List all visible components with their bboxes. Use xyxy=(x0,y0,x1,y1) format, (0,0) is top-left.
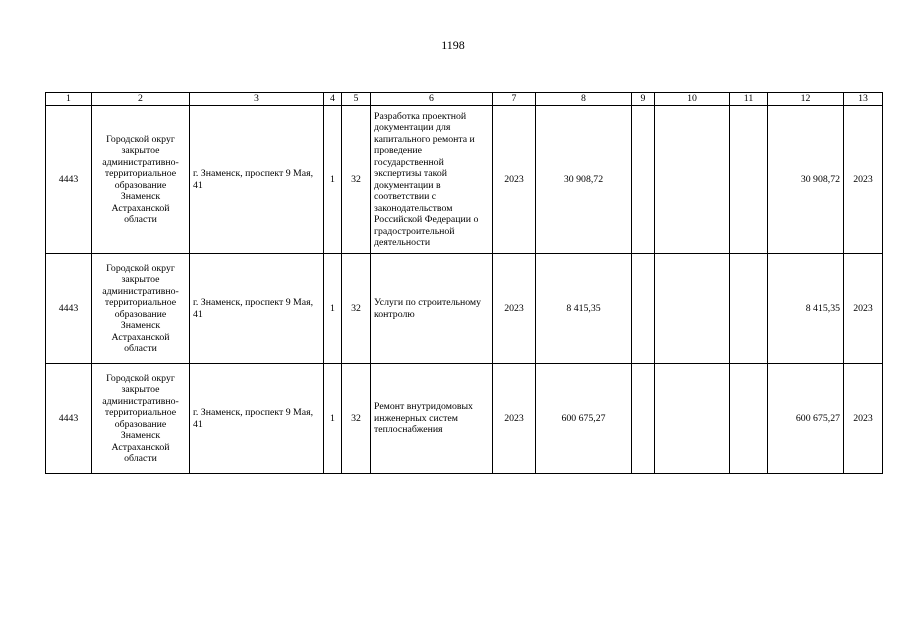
table-row xyxy=(46,364,883,474)
cell-address: г. Знаменск, проспект 9 Мая, 41 xyxy=(190,364,324,474)
cell-col12: 30 908,72 xyxy=(768,106,844,254)
cell-municipality: Городской округ закрытое административно-территориальное образование Знаменск Астраханской области xyxy=(92,106,190,254)
column-header: 10 xyxy=(655,93,730,106)
table-row xyxy=(46,254,883,364)
cell-year: 2023 xyxy=(493,106,536,254)
cell-col11 xyxy=(730,254,768,364)
cell-col10 xyxy=(655,364,730,474)
column-header: 13 xyxy=(844,93,883,106)
column-header: 7 xyxy=(493,93,536,106)
cell-col5: 32 xyxy=(342,254,371,364)
cell-id: 4443 xyxy=(46,106,92,254)
cell-col4: 1 xyxy=(324,364,342,474)
column-header: 3 xyxy=(190,93,324,106)
cell-col10 xyxy=(655,254,730,364)
page-number: 1198 xyxy=(441,38,465,52)
cell-work: Разработка проектной документации для капитального ремонта и проведение государственной экспертизы такой документации в соответствии с законодательством Российской Федерации о градостроительной деятельности xyxy=(371,106,493,254)
cell-year: 2023 xyxy=(493,364,536,474)
cell-cost: 8 415,35 xyxy=(536,254,632,364)
table-row xyxy=(46,106,883,254)
column-header: 9 xyxy=(632,93,655,106)
cell-cost: 30 908,72 xyxy=(536,106,632,254)
table-header xyxy=(46,93,883,106)
cell-municipality: Городской округ закрытое административно-территориальное образование Знаменск Астраханской области xyxy=(92,364,190,474)
cell-col9 xyxy=(632,106,655,254)
column-header: 5 xyxy=(342,93,371,106)
cell-municipality: Городской округ закрытое административно-территориальное образование Знаменск Астраханской области xyxy=(92,254,190,364)
cell-col11 xyxy=(730,364,768,474)
cell-col12: 8 415,35 xyxy=(768,254,844,364)
cell-col13: 2023 xyxy=(844,254,883,364)
column-header: 8 xyxy=(536,93,632,106)
column-header: 6 xyxy=(371,93,493,106)
column-header: 12 xyxy=(768,93,844,106)
cell-address: г. Знаменск, проспект 9 Мая, 41 xyxy=(190,106,324,254)
cell-year: 2023 xyxy=(493,254,536,364)
cell-id: 4443 xyxy=(46,254,92,364)
cell-cost: 600 675,27 xyxy=(536,364,632,474)
header-row xyxy=(46,93,883,106)
column-header: 11 xyxy=(730,93,768,106)
cell-work: Ремонт внутридомовых инженерных систем теплоснабжения xyxy=(371,364,493,474)
cell-col13: 2023 xyxy=(844,106,883,254)
column-header: 4 xyxy=(324,93,342,106)
cell-id: 4443 xyxy=(46,364,92,474)
cell-col12: 600 675,27 xyxy=(768,364,844,474)
cell-col4: 1 xyxy=(324,106,342,254)
registry-table xyxy=(45,92,883,474)
cell-col11 xyxy=(730,106,768,254)
cell-col9 xyxy=(632,254,655,364)
cell-col5: 32 xyxy=(342,106,371,254)
cell-col10 xyxy=(655,106,730,254)
column-header: 2 xyxy=(92,93,190,106)
cell-address: г. Знаменск, проспект 9 Мая, 41 xyxy=(190,254,324,364)
cell-col13: 2023 xyxy=(844,364,883,474)
cell-col5: 32 xyxy=(342,364,371,474)
cell-col9 xyxy=(632,364,655,474)
column-header: 1 xyxy=(46,93,92,106)
cell-col4: 1 xyxy=(324,254,342,364)
cell-work: Услуги по строительному контролю xyxy=(371,254,493,364)
